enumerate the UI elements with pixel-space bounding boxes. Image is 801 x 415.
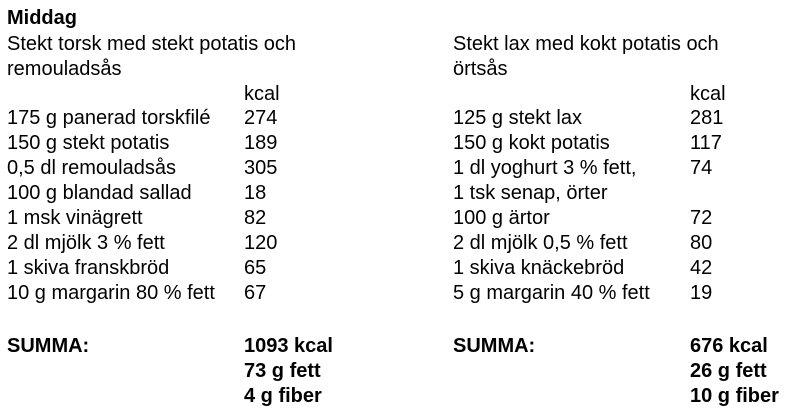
right-row-item: 1 skiva knäckebröd: [453, 257, 625, 279]
left-row-kcal: 67: [244, 282, 267, 304]
left-summa-kcal: 1093 kcal: [244, 335, 333, 357]
right-row-kcal: 42: [690, 257, 713, 279]
left-summa-label: SUMMA:: [7, 335, 90, 357]
left-row-kcal: 18: [244, 182, 267, 204]
right-menu-title-line2: örtsås: [453, 58, 508, 80]
right-row-kcal: 80: [690, 232, 713, 254]
left-row-kcal: 120: [244, 232, 278, 254]
left-row-kcal: 82: [244, 207, 267, 229]
left-row-item: 2 dl mjölk 3 % fett: [7, 232, 165, 254]
left-row-kcal: 305: [244, 157, 278, 179]
right-row-item: 100 g ärtor: [453, 207, 550, 229]
right-row-kcal: 281: [690, 107, 724, 129]
right-row-kcal: 72: [690, 207, 713, 229]
left-row-item: 150 g stekt potatis: [7, 132, 170, 154]
left-row-kcal: 274: [244, 107, 278, 129]
right-row-item: 1 tsk senap, örter: [453, 182, 608, 204]
left-row-item: 0,5 dl remouladsås: [7, 157, 176, 179]
right-row-item: 1 dl yoghurt 3 % fett,: [453, 157, 637, 179]
left-row-item: 100 g blandad sallad: [7, 182, 192, 204]
left-row-item: 1 skiva franskbröd: [7, 257, 170, 279]
left-summa-fiber: 4 g fiber: [244, 385, 322, 407]
right-row-kcal: 19: [690, 282, 713, 304]
right-row-item: 150 g kokt potatis: [453, 132, 610, 154]
right-kcal-header: kcal: [690, 83, 726, 105]
left-menu-title-line2: remouladsås: [7, 58, 122, 80]
left-menu-title-line1: Stekt torsk med stekt potatis och: [7, 33, 297, 55]
right-row-item: 5 g margarin 40 % fett: [453, 282, 650, 304]
left-summa-fett: 73 g fett: [244, 360, 321, 382]
left-kcal-header: kcal: [244, 83, 280, 105]
left-row-item: 1 msk vinägrett: [7, 207, 143, 229]
right-row-kcal: 74: [690, 157, 713, 179]
left-row-item: 175 g panerad torskfilé: [7, 107, 211, 129]
right-row-kcal: 117: [690, 132, 722, 154]
right-row-item: 125 g stekt lax: [453, 107, 582, 129]
right-menu-title-line1: Stekt lax med kokt potatis och: [453, 33, 719, 55]
left-row-kcal: 189: [244, 132, 278, 154]
right-summa-label: SUMMA:: [453, 335, 536, 357]
right-row-item: 2 dl mjölk 0,5 % fett: [453, 232, 628, 254]
right-summa-fett: 26 g fett: [690, 360, 767, 382]
right-summa-fiber: 10 g fiber: [690, 385, 779, 407]
page-heading: Middag: [7, 7, 77, 29]
right-summa-kcal: 676 kcal: [690, 335, 768, 357]
left-row-item: 10 g margarin 80 % fett: [7, 282, 215, 304]
left-row-kcal: 65: [244, 257, 267, 279]
